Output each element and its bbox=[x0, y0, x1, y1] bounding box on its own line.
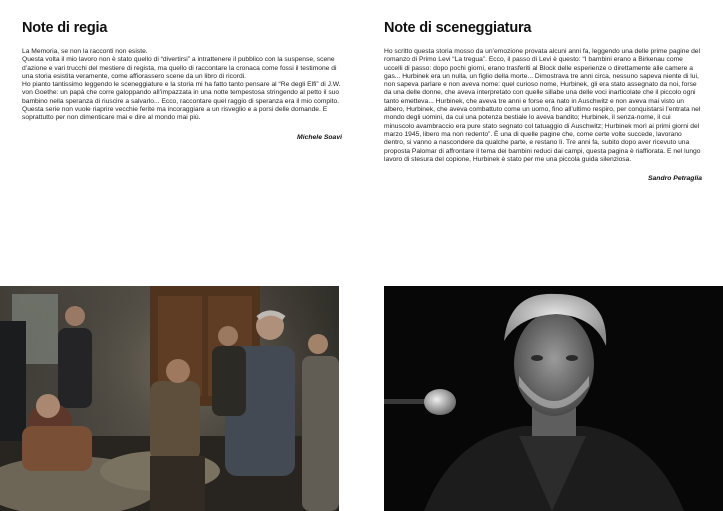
directors-notes-body bbox=[22, 48, 342, 123]
directors-paragraph-2: Questa volta il mio lavoro non è stato quello di “divertirsi” a intrattenere il pubblico con la suspense, scene d’azione e vari trucchi del mestiere di regista, ma quello di raccontare la cronaca come fossi il testimone di una storia esistita veramente, come affiorassero scene da un libro di ricordi. bbox=[22, 56, 337, 80]
scene-still-photo bbox=[0, 286, 339, 511]
director-signature: Michele Soavi bbox=[297, 133, 342, 141]
section-title-regia: Note di regia bbox=[22, 20, 108, 36]
directors-notes-section bbox=[22, 20, 342, 141]
directors-paragraph-4: Questa serie non vuole riaprire vecchie ferite ma incoraggiare a un risveglio e a porsi delle domande. E soprattutto per non dimenticare mai e dire al mondo mai più. bbox=[22, 106, 328, 122]
directors-paragraph-1: La Memoria, se non la racconti non esiste. bbox=[22, 48, 148, 55]
section-title-sceneggiatura: Note di sceneggiatura bbox=[384, 20, 532, 36]
scene-still-illustration bbox=[0, 286, 339, 511]
writer-signature: Sandro Petraglia bbox=[647, 175, 702, 183]
screenplay-notes-body bbox=[384, 48, 702, 164]
portrait-illustration bbox=[384, 286, 723, 511]
screenplay-notes-section bbox=[384, 20, 702, 182]
directors-paragraph-3: Ho pianto tantissimo leggendo le sceneggiature e la storia mi ha fatto tanto pensare al “Re degli Elfi” di J.W. von Goethe: un papà che corre galoppando all’impazzata in una notte tempestosa stringendo al petto il suo bambino nella speranza di riuscire a salvarlo... Ecco, raccontare quel raggio di speranza era il mio compito. bbox=[22, 81, 341, 105]
portrait-photo bbox=[384, 286, 723, 511]
screenplay-paragraph-1: Ho scritto questa storia mosso da un’emozione provata alcuni anni fa, leggendo una delle prime pagine del romanzo di Primo Levi “La tregua”. Ecco, il passo di Levi è questo: “I bambini erano a Birkenau come uccelli di passo: dopo pochi giorni, erano trasferiti al Block delle esperienze o direttamente alle camere a gas... Hurbinek era un nulla, un figlio della morte... Dimostrava tre anni circa, nessuno sapeva niente di lui, non sapeva parlare e non aveva nome: quel curioso nome, Hurbinek, gli era stato assegnato da noi, forse da una delle donne, che aveva interpretato con quelle sillabe una delle voci inarticolate che il piccolo ogni tanto emetteva... Hurbinek, che aveva tre anni e forse era nato in Auschwitz e non aveva mai visto un albero, Hurbinek, che aveva combattuto come un uomo, fino all’ultimo respiro, per conquistarsi l’entrata nel mondo degli uomini, da cui una potenza bestiale lo aveva bandito; Hurbinek, il senza-nome, il cui minuscolo avambraccio era pure stato segnato col tatuaggio di Auschwitz; Hurbinek morì ai primi giorni del marzo 1945, libero ma non redento”. È una di quelle pagine che, come certe volte succede, lavorano dentro, si vanno a nascondere da qualche parte, e restano lì. Tre anni fa, subito dopo aver ricevuto una proposta Palomar di affrontare il tema dei bambini reduci dai campi, questa pagina è riaffiorata. E nel lungo lavoro di stesura del copione, Hurbinek è stato per me una piccola guida silenziosa. bbox=[384, 48, 701, 163]
